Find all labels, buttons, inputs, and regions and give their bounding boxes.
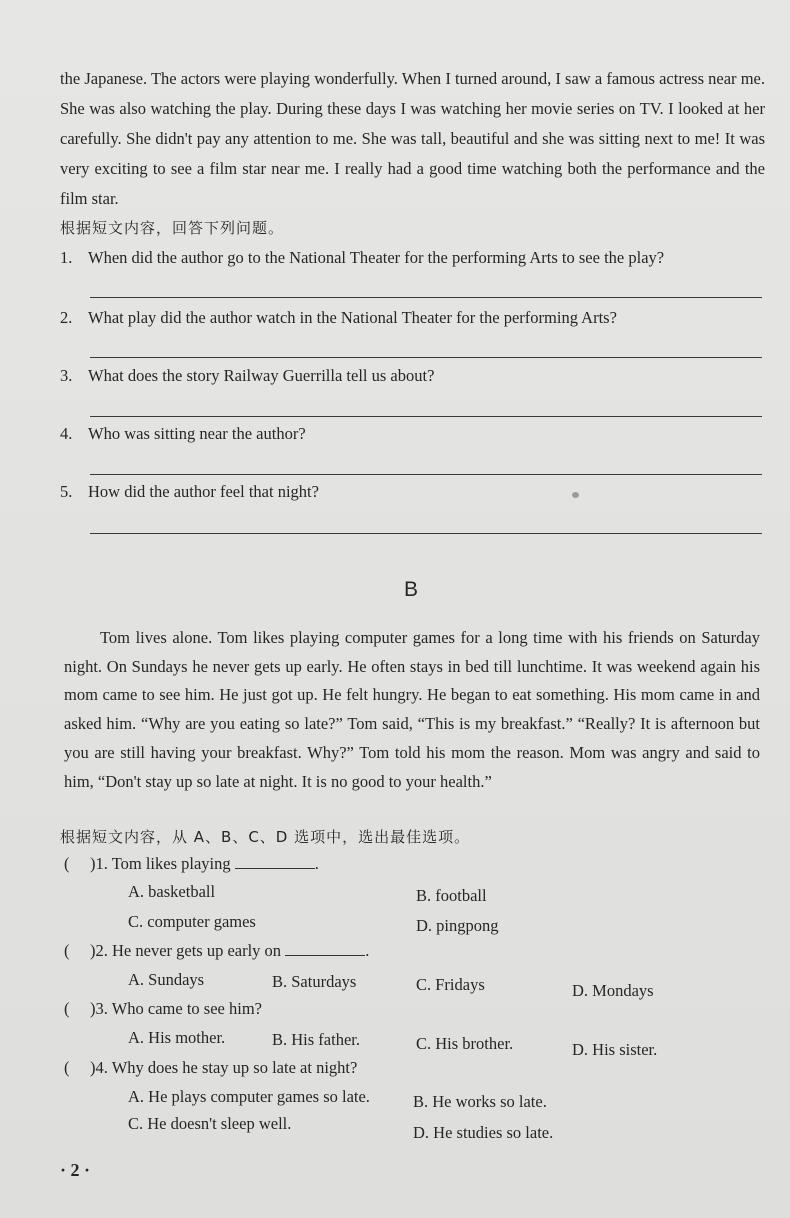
question-number: 3. <box>60 366 73 385</box>
question-number: 4. <box>60 424 73 443</box>
option-a[interactable]: A. Sundays <box>128 970 205 989</box>
option-c[interactable]: C. Fridays <box>416 975 485 994</box>
answer-blank[interactable] <box>235 856 315 869</box>
question-text: When did the author go to the National Theater for the performing Arts to see the play? <box>88 248 665 267</box>
answer-line-2[interactable] <box>90 357 762 358</box>
question-5 <box>60 482 319 502</box>
question-number: )3. <box>90 999 108 1018</box>
option-b[interactable]: B. football <box>416 886 487 905</box>
mc-question-2 <box>64 941 369 961</box>
answer-blank[interactable] <box>285 943 365 956</box>
answer-paren[interactable]: ( <box>64 1058 70 1077</box>
question-text: How did the author feel that night? <box>88 482 319 501</box>
option-b[interactable]: B. His father. <box>272 1030 360 1049</box>
option-a[interactable]: A. He plays computer games so late. <box>128 1087 370 1106</box>
answer-paren[interactable]: ( <box>64 999 70 1018</box>
option-d[interactable]: D. He studies so late. <box>413 1123 554 1142</box>
question-number: 1. <box>60 248 73 267</box>
option-b[interactable]: B. Saturdays <box>272 972 357 991</box>
question-text: Tom likes playing <box>111 854 231 873</box>
instruction-a: 根据短文内容，回答下列问题。 <box>60 219 285 237</box>
question-number: 2. <box>60 308 73 327</box>
question-number: )1. <box>90 854 108 873</box>
option-c[interactable]: C. computer games <box>128 912 256 931</box>
question-end: . <box>314 854 319 873</box>
passage-b: Tom lives alone. Tom likes playing computer games for a long time with his friends on Saturday night. On Sundays he never gets up early. He often stays in bed till lunchtime. It was weekend again his mom came to see him. He just got up. He felt hungry. He began to eat something. His mom came in and asked him. “Why are you eating so late?” Tom said, “This is my breakfast.” “Really? It is afternoon but you are still having your breakfast. Why?” Tom told his mom the reason. Mom was angry and said to him, “Don't stay up so late at night. It is no good to your health.” <box>64 628 760 791</box>
option-a[interactable]: A. His mother. <box>128 1028 226 1047</box>
option-a[interactable]: A. basketball <box>128 882 216 901</box>
question-3 <box>60 366 434 386</box>
question-text: He never gets up early on <box>112 941 282 960</box>
option-d[interactable]: D. His sister. <box>572 1040 658 1059</box>
question-text: Why does he stay up so late at night? <box>111 1058 358 1077</box>
option-d[interactable]: D. pingpong <box>416 916 499 935</box>
question-text: Who came to see him? <box>111 999 262 1018</box>
passage-a: the Japanese. The actors were playing wonderfully. When I turned around, I saw a famous actress near me. She was also watching the play. During these days I was watching her movie series on TV. I looked at her carefully. She didn't pay any attention to me. She was tall, beautiful and she was sitting next to me! It was very exciting to see a film star near me. I really had a good time watching both the performance and the film star. <box>60 69 765 208</box>
mc-question-1 <box>64 854 319 874</box>
option-b[interactable]: B. He works so late. <box>413 1092 547 1111</box>
section-title-b: B <box>403 578 418 601</box>
question-text: What play did the author watch in the National Theater for the performing Arts? <box>88 308 617 327</box>
question-2 <box>60 308 617 328</box>
answer-line-3[interactable] <box>90 416 762 417</box>
ink-speck <box>572 492 579 498</box>
answer-paren[interactable]: ( <box>64 854 70 873</box>
answer-line-1[interactable] <box>90 297 762 298</box>
page-number: · 2 · <box>60 1160 91 1180</box>
option-c[interactable]: C. His brother. <box>416 1034 514 1053</box>
question-text: Who was sitting near the author? <box>88 424 306 443</box>
option-c[interactable]: C. He doesn't sleep well. <box>128 1114 292 1133</box>
answer-line-5[interactable] <box>90 533 762 534</box>
mc-question-4 <box>64 1058 357 1078</box>
question-number: )4. <box>90 1058 108 1077</box>
question-number: 5. <box>60 482 73 501</box>
question-number: )2. <box>90 941 108 960</box>
question-text: What does the story Railway Guerrilla tell us about? <box>88 366 435 385</box>
question-4 <box>60 424 306 444</box>
answer-line-4[interactable] <box>90 474 762 475</box>
answer-paren[interactable]: ( <box>64 941 70 960</box>
question-1 <box>60 248 664 268</box>
question-end: . <box>365 941 370 960</box>
instruction-b: 根据短文内容，从 A、B、C、D 选项中，选出最佳选项。 <box>60 828 471 846</box>
option-d[interactable]: D. Mondays <box>572 981 654 1000</box>
mc-question-3 <box>64 999 262 1019</box>
